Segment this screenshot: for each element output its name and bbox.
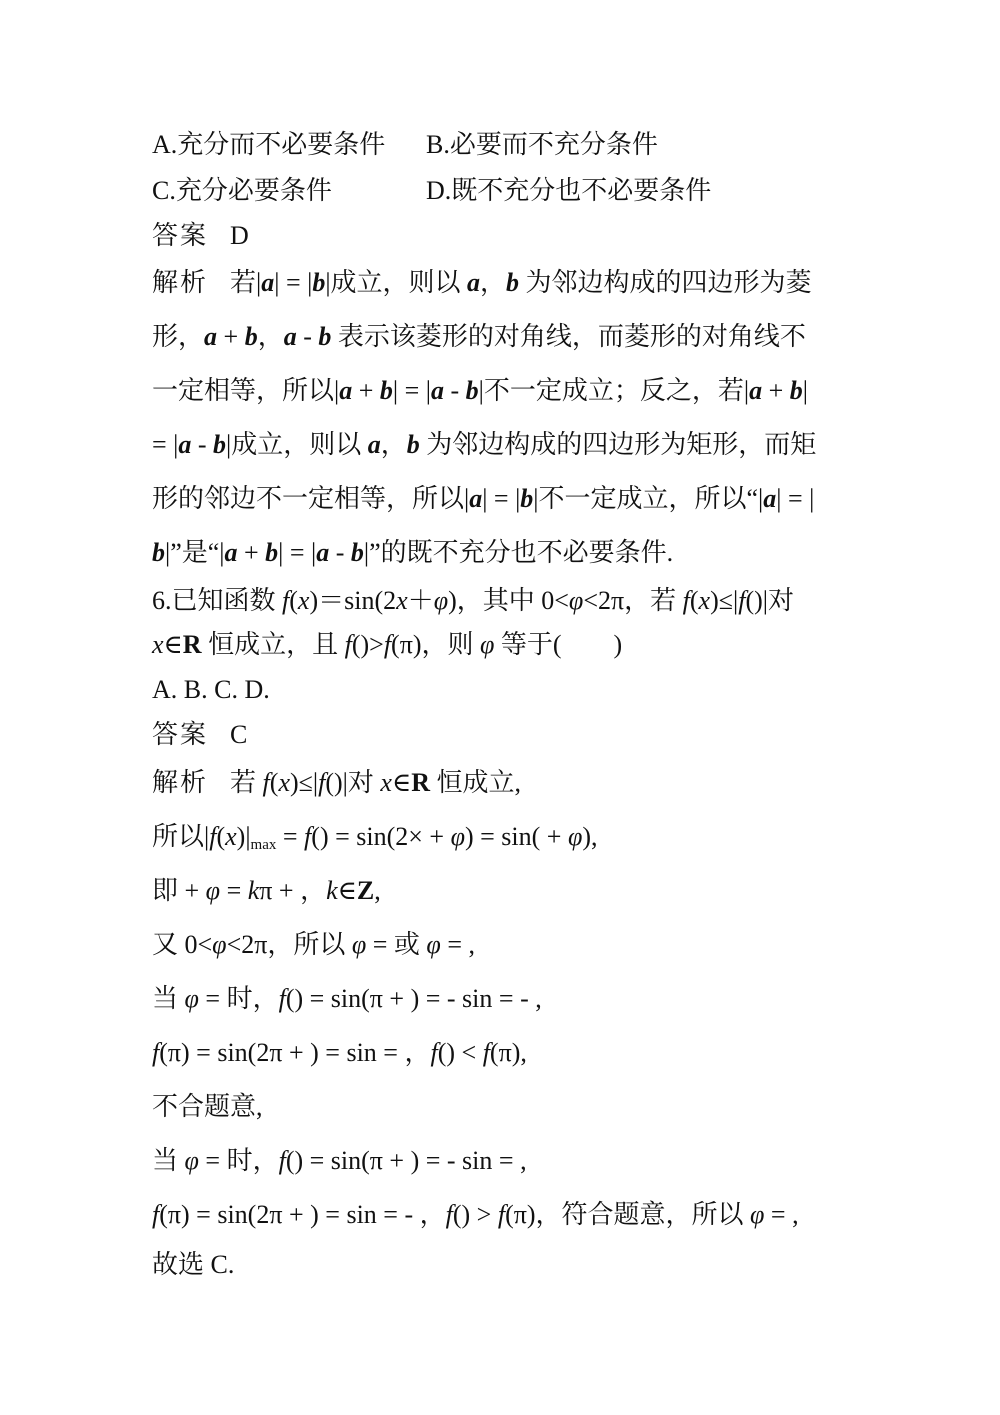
q6-analysis-line-10: 故选 C. <box>152 1250 235 1279</box>
q5-analysis-line-4: = |a - b|成立，则以 a，b 为邻边构成的四边形为矩形，而矩 <box>152 430 817 459</box>
q5-analysis-line-3: 一定相等，所以|a + b| = |a - b|不一定成立；反之，若|a + b| <box>152 376 808 405</box>
q6-answer <box>152 718 247 752</box>
q5-analysis-label: 解析 <box>152 268 209 297</box>
q5-analysis-line-6: b|”是“|a + b| = |a - b|”的既不充分也不必要条件. <box>152 538 674 567</box>
q6-analysis-line-8: 当 φ = 时，f() = sin(π + ) = - sin = , <box>152 1146 527 1175</box>
q6-analysis-line-3: 即 + φ = kπ + ，k∈Z, <box>152 876 381 905</box>
q5-options-row-2 <box>152 174 712 208</box>
q6-analysis-line-1: 解析 若 f(x)≤|f()|对 x∈R 恒成立, <box>152 768 521 797</box>
q6-analysis-line-2: 所以$|f(x)|_{max} = f() = \sin(2\times + \varphi) = \sin( + \varphi)$, <box>152 822 598 853</box>
q5-analysis-line-5: 形的邻边不一定相等，所以|a| = |b|不一定成立，所以“|a| = | <box>152 484 815 513</box>
q5-answer-label: 答案 <box>152 221 209 250</box>
q6-stem-line-2: x∈R 恒成立，且 f()>f(π)，则 φ 等于( ) <box>152 630 623 659</box>
q6-analysis-line-7: 不合题意, <box>152 1092 263 1121</box>
q6-answer-label: 答案 <box>152 720 209 749</box>
q5-analysis-line-2: 形，a + b，a - b 表示该菱形的对角线，而菱形的对角线不 <box>152 322 806 351</box>
q6-analysis-line-6: f(π) = sin(2π + ) = sin = ，f() < f(π), <box>152 1038 527 1067</box>
q5-option-b: B.必要而不充分条件 <box>426 130 658 159</box>
q6-stem-line-1: 6.已知函数 f(x)＝sin(2x＋φ)，其中 0<φ<2π，若 f(x)≤|f()|对 <box>152 586 794 615</box>
q6-analysis-label: 解析 <box>152 768 209 797</box>
q6-analysis-line-4: 又 0<φ<2π，所以 φ = 或 φ = , <box>152 930 475 959</box>
q6-analysis-line-9: f(π) = sin(2π + ) = sin = - ，f() > f(π)，符合题意，所以 φ = , <box>152 1200 799 1229</box>
q6-analysis-line-5: 当 φ = 时，f() = sin(π + ) = - sin = - , <box>152 984 542 1013</box>
q5-option-a: A.充分而不必要条件 <box>152 130 386 159</box>
q6-options: A. B. C. D. <box>152 675 270 704</box>
q5-analysis-line-1: 解析 若|a| = |b|成立，则以 a，b 为邻边构成的四边形为菱 <box>152 268 812 297</box>
q5-answer <box>152 219 249 253</box>
q6-answer-value: C <box>230 720 248 749</box>
q5-options-row-1 <box>152 128 658 162</box>
q5-option-d: D.既不充分也不必要条件 <box>426 176 712 205</box>
q5-answer-value: D <box>230 221 249 250</box>
q5-option-c: C.充分必要条件 <box>152 176 332 205</box>
